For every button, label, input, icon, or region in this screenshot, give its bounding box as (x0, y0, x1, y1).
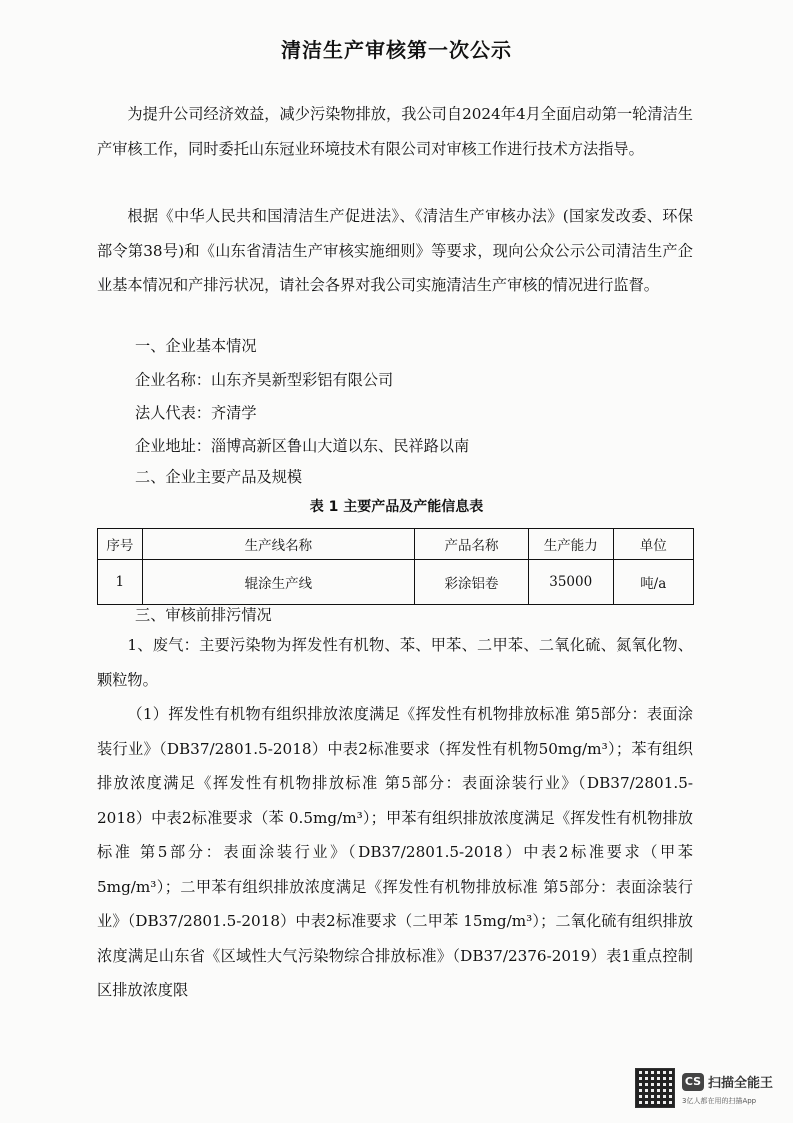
company-name: 企业名称：山东齐昊新型彩铝有限公司 (135, 371, 394, 389)
waste-gas-paragraph: 1、废气：主要污染物为挥发性有机物、苯、甲苯、二甲苯、二氧化硫、氮氧化物、颗粒物。 (97, 636, 693, 689)
header-line-name: 生产线名称 (142, 529, 414, 560)
table-row (98, 560, 694, 605)
cell-unit: 吨/a (613, 560, 694, 605)
scanner-app-name: 扫描全能王 (708, 1076, 774, 1091)
table-header-row (98, 529, 694, 560)
cell-capacity: 35000 (528, 560, 613, 605)
section1-heading: 一、企业基本情况 (135, 337, 257, 355)
intro-paragraph-2: 根据《中华人民共和国清洁生产促进法》、《清洁生产审核办法》(国家发改委、环保部令第38号)和《山东省清洁生产审核实施细则》等要求，现向公众公示公司清洁生产企业基本情况和产排污状况，请社会各界对我公司实施清洁生产审核的情况进行监督。 (97, 207, 693, 294)
company-address: 企业地址：淄博高新区鲁山大道以东、民祥路以南 (135, 437, 470, 455)
section2-heading: 二、企业主要产品及规模 (135, 468, 303, 486)
header-seq: 序号 (98, 529, 143, 560)
section3-heading: 三、审核前排污情况 (135, 606, 272, 624)
page-title: 清洁生产审核第一次公示 (281, 38, 512, 62)
cell-seq: 1 (98, 560, 143, 605)
cell-product-name: 彩涂铝卷 (414, 560, 528, 605)
qr-code (636, 1069, 674, 1107)
header-capacity: 生产能力 (528, 529, 613, 560)
scanner-app-tagline: 3亿人都在用的扫描App (682, 1097, 757, 1105)
table-title: 表 1 主要产品及产能信息表 (309, 499, 484, 515)
cell-line-name: 辊涂生产线 (142, 560, 414, 605)
intro-paragraph-1: 为提升公司经济效益，减少污染物排放，我公司自2024年4月全面启动第一轮清洁生产审核工作，同时委托山东冠业环境技术有限公司对审核工作进行技术方法指导。 (97, 105, 693, 158)
header-product-name: 产品名称 (414, 529, 528, 560)
product-capacity-table (97, 528, 694, 605)
voc-standards-paragraph: （1）挥发性有机物有组织排放浓度满足《挥发性有机物排放标准 第5部分：表面涂装行业》（DB37/2801.5-2018）中表2标准要求（挥发性有机物50mg/m³）；苯有组织排放浓度满足《挥发性有机物排放标准 第5部分：表面涂装行业》（DB37/2801.5-2018）中表2标准要求（苯 0.5mg/m³）；甲苯有组织排放浓度满足《挥发性有机物排放标准 第5部分：表面涂装行业》（DB37/2801.5-2018）中表2标准要求（甲苯 5mg/m³）；二甲苯有组织排放浓度满足《挥发性有机物排放标准 第5部分：表面涂装行业》（DB37/2801.5-2018）中表2标准要求（二甲苯 15mg/m³）；二氧化硫有组织排放浓度满足山东省《区域性大气污染物综合排放标准》（DB37/2376-2019）表1重点控制区排放浓度限 (97, 705, 693, 999)
camscanner-logo-icon: CS (682, 1073, 704, 1091)
legal-representative: 法人代表：齐清学 (135, 404, 257, 422)
header-unit: 单位 (613, 529, 694, 560)
